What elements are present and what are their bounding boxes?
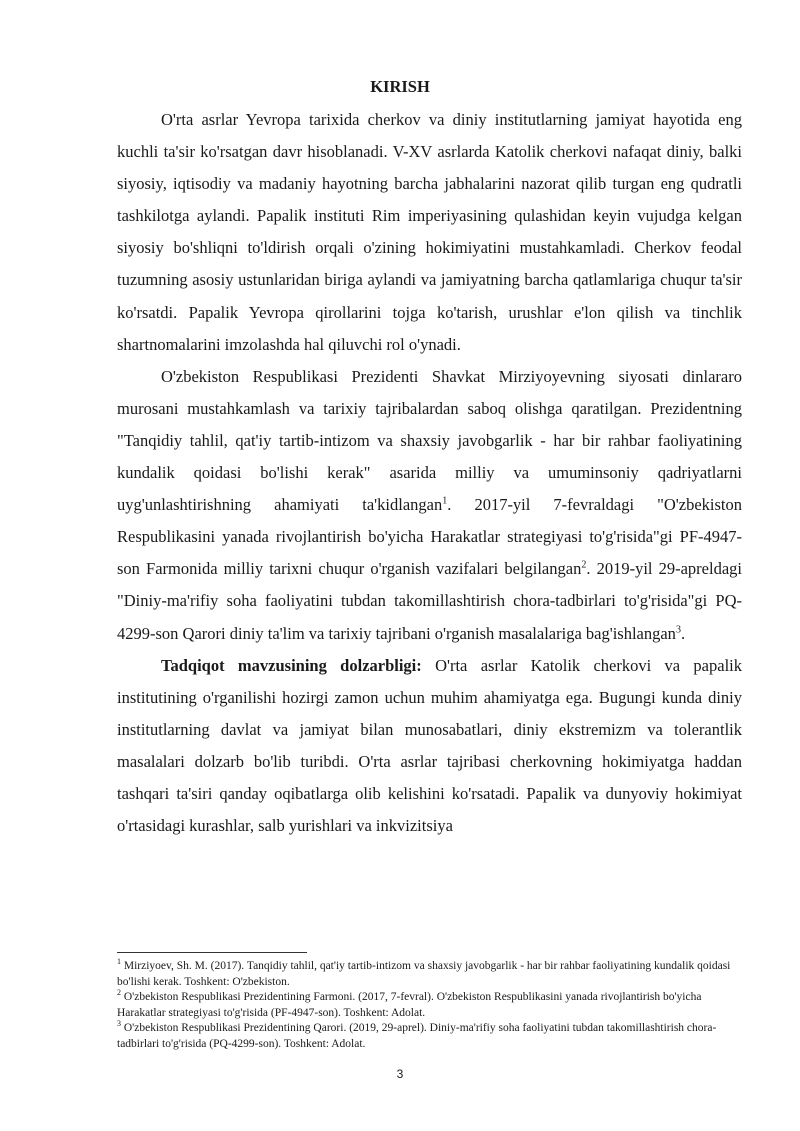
footnote-2 [117, 990, 742, 1021]
paragraph-text: . 2017-yil 7-fevraldagi "O'zbekiston Respublikasini yanada rivojlantirish bo'yicha Harakatlar strategiyasi to'g'risida"gi PF-4947-son Farmonida milliy tarixni chuqur o'rganish vazifalari belgilangan [117, 495, 742, 579]
paragraph-intro [117, 104, 742, 361]
footnote-1 [117, 959, 742, 990]
section-heading: KIRISH [370, 77, 430, 96]
footnote-mark: 2 [117, 988, 121, 998]
footnote-ref-3[interactable]: 3 [675, 624, 681, 635]
footnote-text: O'zbekiston Respublikasi Prezidentining Farmoni. (2017, 7-fevral). O'zbekiston Respublikasini yanada rivojlantirish bo'yicha Harakatlar strategiyasi to'g'risida (PF-4947-son). Toshkent: Adolat. [117, 991, 702, 1019]
footnote-text: Mirziyoev, Sh. M. (2017). Tanqidiy tahlil, qat'iy tartib-intizom va shaxsiy javobgarlik - har bir rahbar faoliyatining kundalik qoidasi bo'lishi kerak. Toshkent: O'zbekiston. [117, 960, 731, 988]
paragraph-relevance [117, 650, 742, 843]
paragraph-text: O'zbekiston Respublikasi Prezidenti Shavkat Mirziyoyevning siyosati dinlararo murosani mustahkamlash va tarixiy tajribalardan saboq olishga qaratilgan. Prezidentning "Tanqidiy tahlil, qat'iy tartib-intizom va shaxsiy javobgarlik - har bir rahbar faoliyatining kundalik qoidasi bo'lishi kerak" asarida milliy va umuminsoniy qadriyatlarni uyg'unlashtirishning ahamiyati ta'kidlangan [117, 366, 742, 515]
footnote-ref-2[interactable]: 2 [581, 559, 587, 571]
footnote-mark: 3 [117, 1019, 121, 1029]
footnote-mark: 1 [117, 957, 121, 967]
body-text [117, 104, 742, 842]
relevance-lead: Tadqiqot mavzusining dolzarbligi: [161, 655, 422, 675]
footnote-3 [117, 1021, 742, 1052]
footnote-ref-1[interactable]: 1 [442, 495, 448, 507]
paragraph-text: O'rta asrlar Katolik cherkovi va papalik institutining o'rganilishi hozirgi zamon uchun muhim ahamiyatga ega. Bugungi kunda diniy institutlarning davlat va jamiyat bilan munosabatlari, diniy ekstremizm va tolerantlik masalalari dolzarb bo'lib turibdi. O'rta asrlar tajribasi cherkovning hokimiyatga haddan tashqari ta'siri qanday oqibatlarga olib kelishini ko'rsatadi. Papalik va dunyoviy hokimiyat o'rtasidagi kurashlar, salb yurishlari va inkvizitsiya [117, 655, 742, 836]
footnote-text: O'zbekiston Respublikasi Prezidentining Qarori. (2019, 29-aprel). Diniy-ma'rifiy soha faoliyatini tubdan takomillashtirish chora-tadbirlari to'g'risida (PQ-4299-son). Toshkent: Adolat. [117, 1022, 717, 1050]
paragraph-policy [117, 361, 742, 650]
footnotes [117, 959, 742, 1052]
page-number: 3 [396, 1067, 404, 1081]
paragraph-text: . [680, 623, 686, 643]
paragraph-text: O'rta asrlar Yevropa tarixida cherkov va diniy institutlarning jamiyat hayotida eng kuchli ta'sir ko'rsatgan davr hisoblanadi. V-XV asrlarda Katolik cherkovi nafaqat diniy, balki siyosiy, iqtisodiy va madaniy hayotning barcha jabhalarini nazorat qilib turgan eng qudratli tashkilotga aylandi. Papalik instituti Rim imperiyasining qulashidan keyin vujudga kelgan siyosiy bo'shliqni to'ldirish orqali o'zining hokimiyatini mustahkamladi. Cherkov feodal tuzumning asosiy ustunlaridan biriga aylandi va jamiyatning barcha qatlamlariga chuqur ta'sir ko'rsatdi. Papalik Yevropa qirollarini tojga ko'tarish, urushlar e'lon qilish va tinchlik shartnomalarini imzolashda hal qiluvchi rol o'ynadi. [117, 110, 742, 354]
paragraph-text: . 2019-yil 29-apreldagi "Diniy-ma'rifiy soha faoliyatini tubdan takomillashtirish chora-tadbirlari to'g'risida"gi PQ-4299-son Qarori diniy ta'lim va tarixiy tajribani o'rganish masalalariga bag'ishlangan [117, 559, 742, 643]
footnote-separator [117, 952, 307, 953]
